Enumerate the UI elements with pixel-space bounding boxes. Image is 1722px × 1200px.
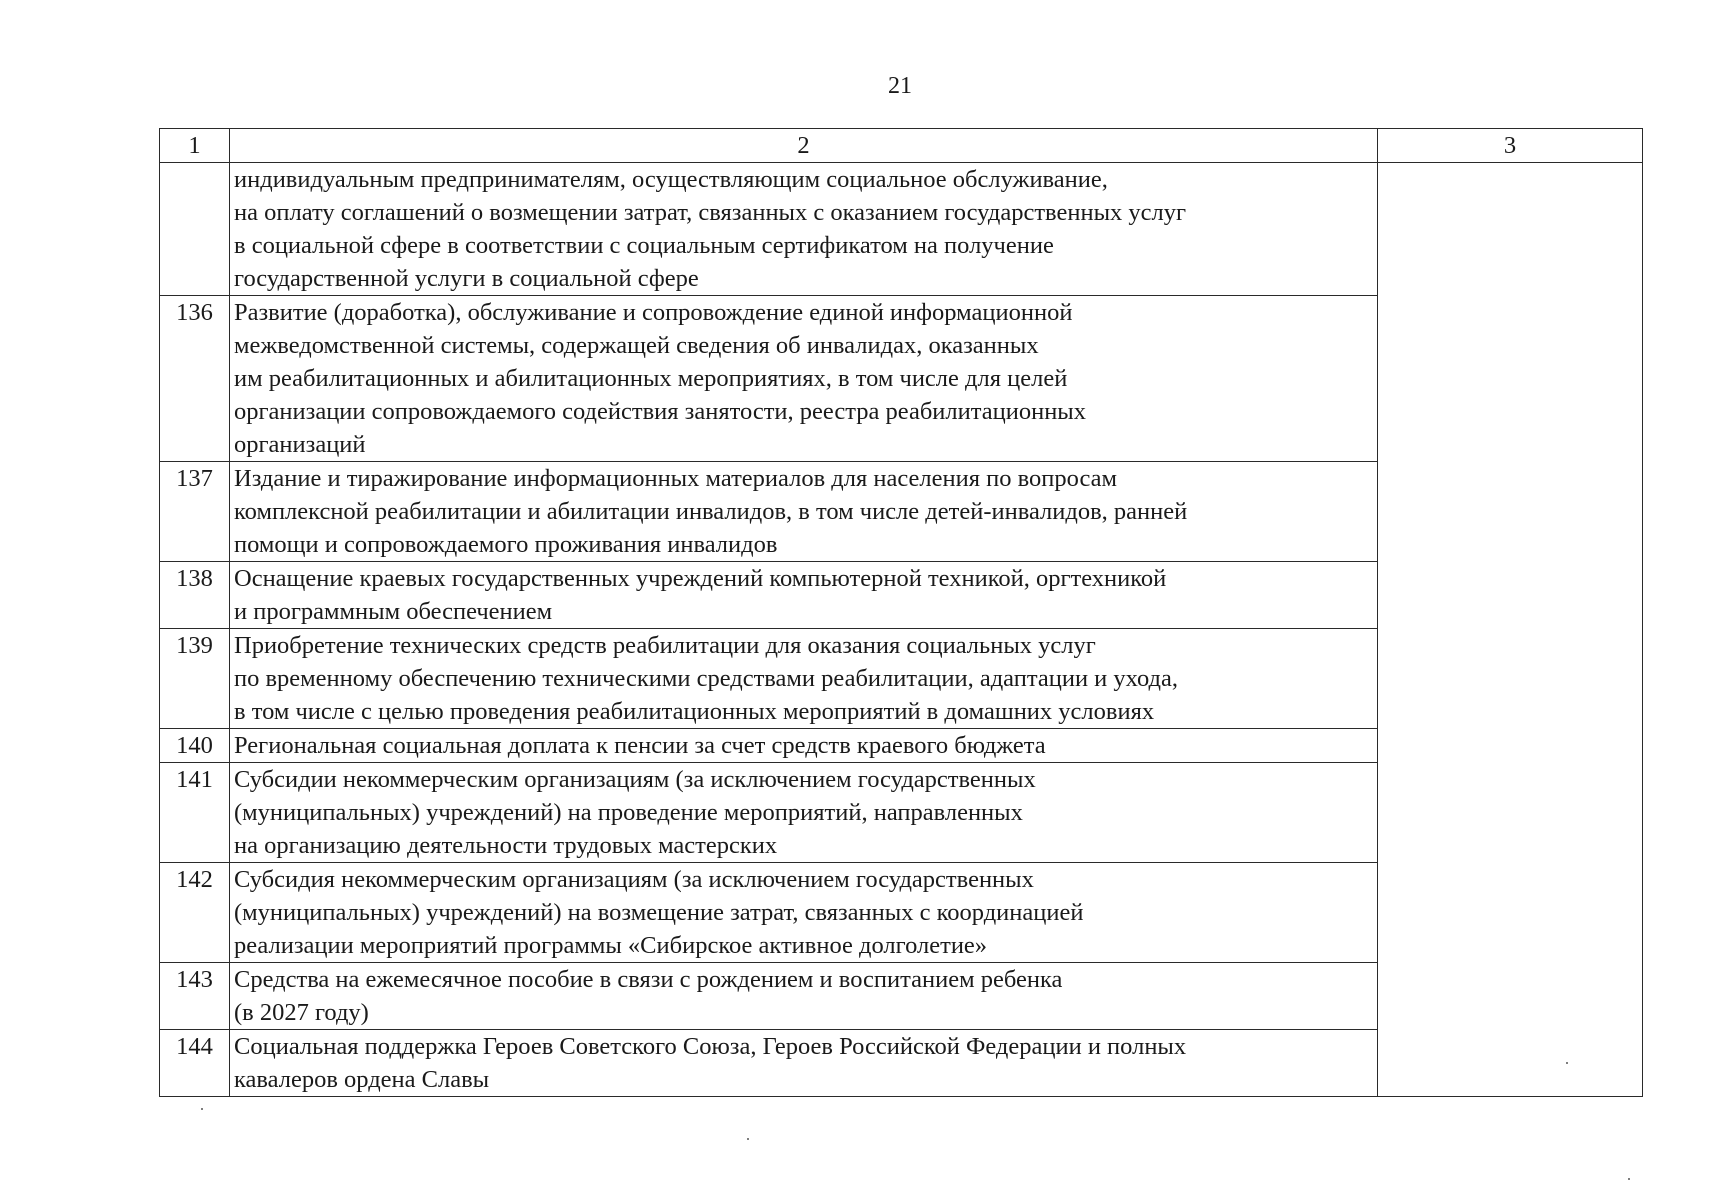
row-text-cell: [230, 1030, 1378, 1097]
text-line: кавалеров ордена Славы: [234, 1066, 490, 1093]
row-text-cell: [230, 629, 1378, 729]
text-line: Издание и тиражирование информационных материалов для населения по вопросам: [234, 465, 1118, 492]
column-3-merged-cell: [1378, 163, 1643, 1097]
document-table: [159, 128, 1643, 1097]
text-line: Субсидии некоммерческим организациям (за исключением государственных: [234, 766, 1036, 793]
row-text-cell: [230, 562, 1378, 629]
text-line: им реабилитационных и абилитационных мероприятиях, в том числе для целей: [234, 365, 1068, 392]
text-line: Социальная поддержка Героев Советского Союза, Героев Российской Федерации и полных: [234, 1033, 1187, 1060]
row-number-cell: 138: [160, 562, 230, 629]
scan-speck: [747, 1138, 749, 1140]
text-line: в том числе с целью проведения реабилитационных мероприятий в домашних условиях: [234, 698, 1155, 725]
text-line: и программным обеспечением: [234, 598, 553, 625]
column-header-2: 2: [230, 129, 1378, 163]
text-line: реализации мероприятий программы «Сибирское активное долголетие»: [234, 932, 988, 959]
row-number-cell: 141: [160, 763, 230, 863]
text-line: Региональная социальная доплата к пенсии за счет средств краевого бюджета: [234, 732, 1046, 759]
text-line: (муниципальных) учреждений) на возмещение затрат, связанных с координацией: [234, 899, 1084, 926]
row-text-cell: [230, 763, 1378, 863]
text-line: (в 2027 году): [234, 999, 369, 1026]
row-text-cell: [230, 296, 1378, 462]
page-number: 21: [888, 73, 912, 99]
text-line: на оплату соглашений о возмещении затрат, связанных с оказанием государственных услуг: [234, 199, 1187, 226]
text-line: Приобретение технических средств реабилитации для оказания социальных услуг: [234, 632, 1096, 659]
text-line: организаций: [234, 431, 366, 458]
text-line: Средства на ежемесячное пособие в связи с рождением и воспитанием ребенка: [234, 966, 1063, 993]
row-number-cell: 144: [160, 1030, 230, 1097]
scan-speck: [1628, 1178, 1630, 1180]
table-header-row: [160, 129, 1643, 163]
column-header-1: 1: [160, 129, 230, 163]
scan-speck: [201, 1108, 203, 1110]
scan-speck: [1566, 1062, 1568, 1064]
text-line: помощи и сопровождаемого проживания инвалидов: [234, 531, 778, 558]
text-line: комплексной реабилитации и абилитации инвалидов, в том числе детей-инвалидов, ранней: [234, 498, 1188, 525]
text-line: государственной услуги в социальной сфере: [234, 265, 699, 292]
row-number-cell: 140: [160, 729, 230, 763]
row-number-cell: 137: [160, 462, 230, 562]
text-line: на организацию деятельности трудовых мастерских: [234, 832, 778, 859]
row-number-cell: 139: [160, 629, 230, 729]
row-text-cell: [230, 462, 1378, 562]
text-line: Оснащение краевых государственных учреждений компьютерной техникой, оргтехникой: [234, 565, 1167, 592]
row-number-cell: 142: [160, 863, 230, 963]
text-line: Субсидия некоммерческим организациям (за исключением государственных: [234, 866, 1034, 893]
row-number-cell: 136: [160, 296, 230, 462]
row-text-cell: [230, 729, 1378, 763]
row-text-cell: [230, 163, 1378, 296]
row-text-cell: [230, 863, 1378, 963]
text-line: по временному обеспечению техническими средствами реабилитации, адаптации и ухода,: [234, 665, 1178, 692]
text-line: Развитие (доработка), обслуживание и сопровождение единой информационной: [234, 299, 1073, 326]
text-line: (муниципальных) учреждений) на проведение мероприятий, направленных: [234, 799, 1023, 826]
table-row-continuation: [160, 163, 1643, 296]
text-line: в социальной сфере в соответствии с социальным сертификатом на получение: [234, 232, 1054, 259]
row-text-cell: [230, 963, 1378, 1030]
row-number-cell: [160, 163, 230, 296]
text-line: межведомственной системы, содержащей сведения об инвалидах, оказанных: [234, 332, 1039, 359]
row-number-cell: 143: [160, 963, 230, 1030]
column-header-3: 3: [1378, 129, 1643, 163]
text-line: организации сопровождаемого содействия занятости, реестра реабилитационных: [234, 398, 1087, 425]
table-body: [160, 163, 1643, 1097]
text-line: индивидуальным предпринимателям, осуществляющим социальное обслуживание,: [234, 166, 1108, 193]
